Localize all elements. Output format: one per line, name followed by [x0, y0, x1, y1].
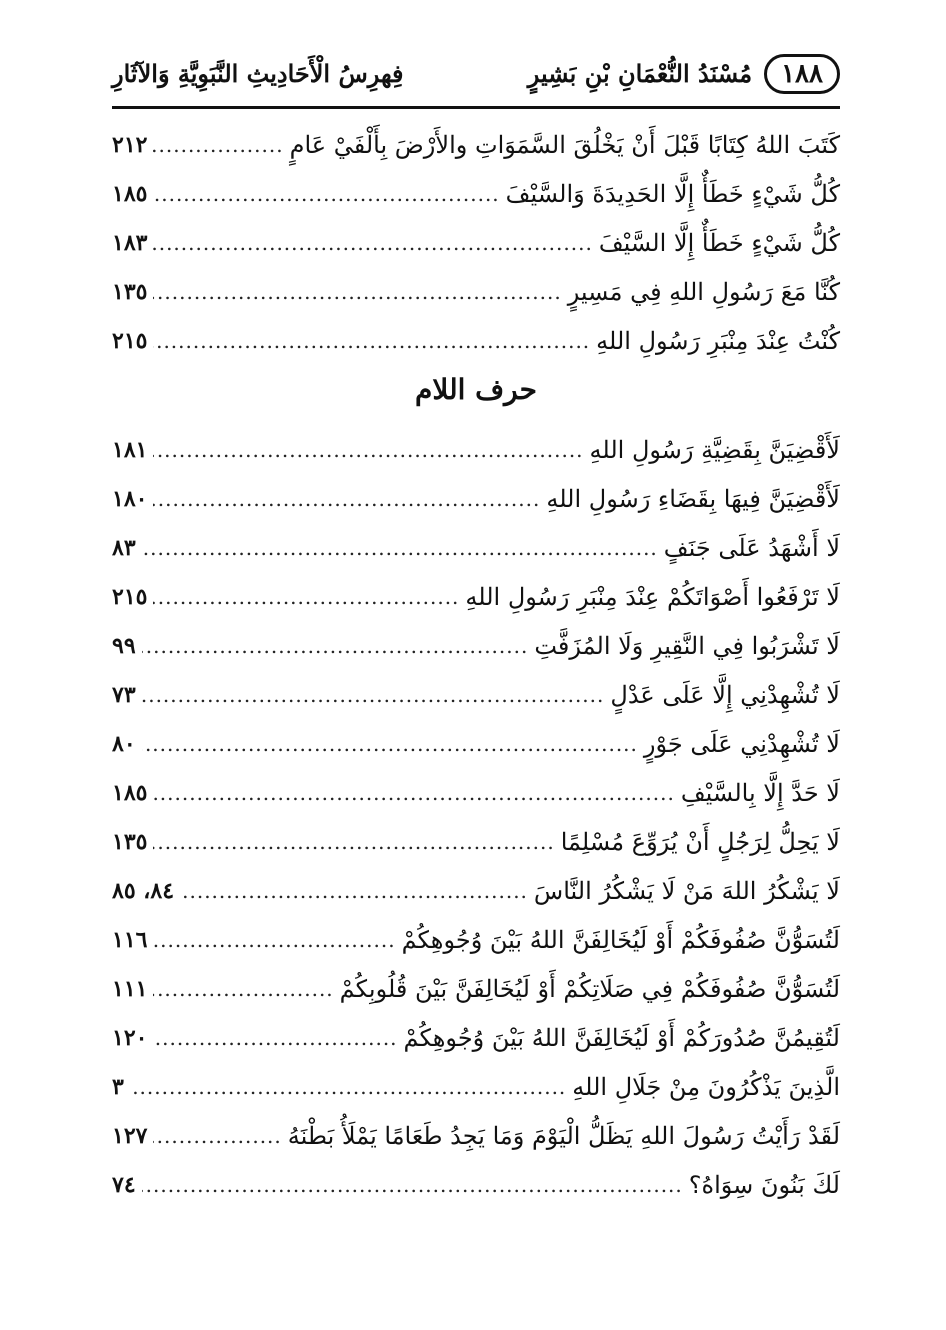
leader-dots [153, 585, 459, 609]
entry-page: ١٨٣ [112, 229, 148, 256]
book-title: مُسْنَدُ النُّعْمَانِ بْنِ بَشِيرٍ [527, 59, 753, 88]
entry-page: ٩٩ [112, 632, 136, 659]
leader-dots [153, 1026, 397, 1050]
leader-dots [153, 280, 561, 304]
entry-text: لَتُقِيمُنَّ صُدُورَكُمْ أَوْ لَيُخَالِفَنَّ اللهُ بَيْنَ وُجُوهِكُمْ [403, 1023, 840, 1052]
leader-dots [153, 781, 674, 805]
leader-dots [153, 231, 592, 255]
entry-text: لَا يَحِلُّ لِرَجُلٍ أَنْ يُرَوِّعَ مُسْلِمًا [560, 827, 840, 856]
index-entry [112, 719, 840, 768]
entry-page: ١٢٧ [112, 1122, 148, 1149]
leader-dots [153, 329, 590, 353]
entry-page: ١٣٥ [112, 278, 148, 305]
entry-text: لَأَقْضِيَنَّ فِيهَا بِقَضَاءِ رَسُولِ اللهِ [546, 484, 840, 513]
page-number: ١٨٨ [764, 54, 840, 94]
leader-dots [180, 879, 528, 903]
entry-page: ١٣٥ [112, 828, 148, 855]
entry-text: لَقَدْ رَأَيْتُ رَسُولَ اللهِ يَظَلُّ الْيَوْمَ وَمَا يَجِدُ طَعَامًا يَمْلَأُ بَطْنَهُ [287, 1121, 840, 1150]
entry-text: لَا يَشْكُرُ اللهَ مَنْ لَا يَشْكُرُ النَّاسَ [533, 876, 840, 905]
entries-lam [112, 425, 840, 1209]
entry-page: ١٢٠ [112, 1024, 148, 1051]
index-entry [112, 572, 840, 621]
index-entry [112, 1013, 840, 1062]
entry-text: لَكَ بَنُونَ سِوَاهُ؟ [688, 1170, 840, 1199]
entry-page: ٢١٢ [112, 131, 148, 158]
entry-text: لَا تَرْفَعُوا أَصْوَاتَكُمْ عِنْدَ مِنْبَرِ رَسُولِ اللهِ [465, 582, 840, 611]
entry-text: كَتَبَ اللهُ كِتَابًا قَبْلَ أَنْ يَخْلُقَ السَّمَوَاتِ والأَرْضَ بِأَلْفَيْ عَامٍ [289, 130, 840, 159]
index-entry [112, 425, 840, 474]
entry-page: ٨٣ [112, 534, 136, 561]
index-entry [112, 670, 840, 719]
index-entry [112, 817, 840, 866]
entry-text: لَا تُشْهِدْنِي إِلَّا عَلَى عَدْلٍ [610, 680, 840, 709]
entry-page: ٧٣ [112, 681, 136, 708]
index-entry [112, 316, 840, 365]
entry-text: كُنَّا مَعَ رَسُولِ اللهِ فِي مَسِيرٍ [567, 277, 840, 306]
index-entry [112, 267, 840, 316]
entry-text: كُنْتُ عِنْدَ مِنْبَرِ رَسُولِ اللهِ [596, 326, 840, 355]
entry-text: لَأَقْضِيَنَّ بِقَضِيَّةِ رَسُولِ اللهِ [589, 435, 840, 464]
entry-text: لَتُسَوُّنَّ صُفُوفَكُمْ أَوْ لَيُخَالِفَنَّ اللهُ بَيْنَ وُجُوهِكُمْ [401, 925, 840, 954]
index-entry [112, 474, 840, 523]
leader-dots [142, 732, 638, 756]
entry-text: لَا حَدَّ إِلَّا بِالسَّيْفِ [680, 778, 840, 807]
entry-page: ٨٤، ٨٥ [112, 877, 175, 904]
leader-dots [142, 683, 605, 707]
index-entry [112, 915, 840, 964]
leader-dots [153, 830, 554, 854]
section-heading: حرف اللام [415, 373, 537, 406]
header-right-group [528, 54, 840, 94]
entry-page: ١١٦ [112, 926, 148, 953]
leader-dots [153, 438, 583, 462]
leader-dots [130, 1075, 566, 1099]
index-entry [112, 218, 840, 267]
leader-dots [142, 536, 658, 560]
running-header [112, 50, 840, 98]
entry-page: ١٨٥ [112, 180, 148, 207]
entry-page: ١٨١ [112, 436, 148, 463]
leader-dots [153, 928, 395, 952]
leader-dots [153, 182, 499, 206]
leader-dots [153, 1124, 281, 1148]
leader-dots [142, 634, 529, 658]
index-entry [112, 1160, 840, 1209]
index-entry [112, 866, 840, 915]
entry-page: ١٨٥ [112, 779, 148, 806]
entry-text: لَا أَشْهَدُ عَلَى جَنَفٍ [663, 533, 840, 562]
entry-page: ٢١٥ [112, 583, 148, 610]
entry-text: لَا تُشْهِدْنِي عَلَى جَوْرٍ [643, 729, 840, 758]
index-entry [112, 523, 840, 572]
entry-text: كُلُّ شَيْءٍ خَطَأٌ إِلَّا السَّيْفَ [598, 228, 840, 257]
entry-page: ١٨٠ [112, 485, 148, 512]
index-entry [112, 1062, 840, 1111]
index-entry [112, 768, 840, 817]
leader-dots [153, 487, 540, 511]
entry-text: لَا تَشْرَبُوا فِي النَّقِيرِ وَلَا المُزَفَّتِ [534, 631, 840, 660]
header-rule [112, 106, 840, 109]
entry-page: ٣ [112, 1073, 124, 1100]
entry-page: ٢١٥ [112, 327, 148, 354]
index-entry [112, 120, 840, 169]
entry-text: لَتُسَوُّنَّ صُفُوفَكُمْ فِي صَلَاتِكُمْ أَوْ لَيُخَالِفَنَّ بَيْنَ قُلُوبِكُمْ [339, 974, 840, 1003]
index-entry [112, 169, 840, 218]
entry-page: ٨٠ [112, 730, 136, 757]
index-title: فِهرِسُ الْأَحَادِيثِ النَّبَوِيَّةِ وَالآثَارِ [112, 59, 404, 88]
entry-page: ١١١ [112, 975, 148, 1002]
entry-text: كُلُّ شَيْءٍ خَطَأٌ إِلَّا الحَدِيدَةَ وَالسَّيْفَ [505, 179, 840, 208]
leader-dots [153, 133, 283, 157]
entry-text: الَّذِينَ يَذْكُرُونَ مِنْ جَلَالِ اللهِ [572, 1072, 840, 1101]
entry-page: ٧٤ [112, 1171, 136, 1198]
leader-dots [142, 1173, 683, 1197]
leader-dots [153, 977, 333, 1001]
index-entry [112, 964, 840, 1013]
index-entry [112, 1111, 840, 1160]
index-entry [112, 621, 840, 670]
entries-kaf [112, 120, 840, 365]
